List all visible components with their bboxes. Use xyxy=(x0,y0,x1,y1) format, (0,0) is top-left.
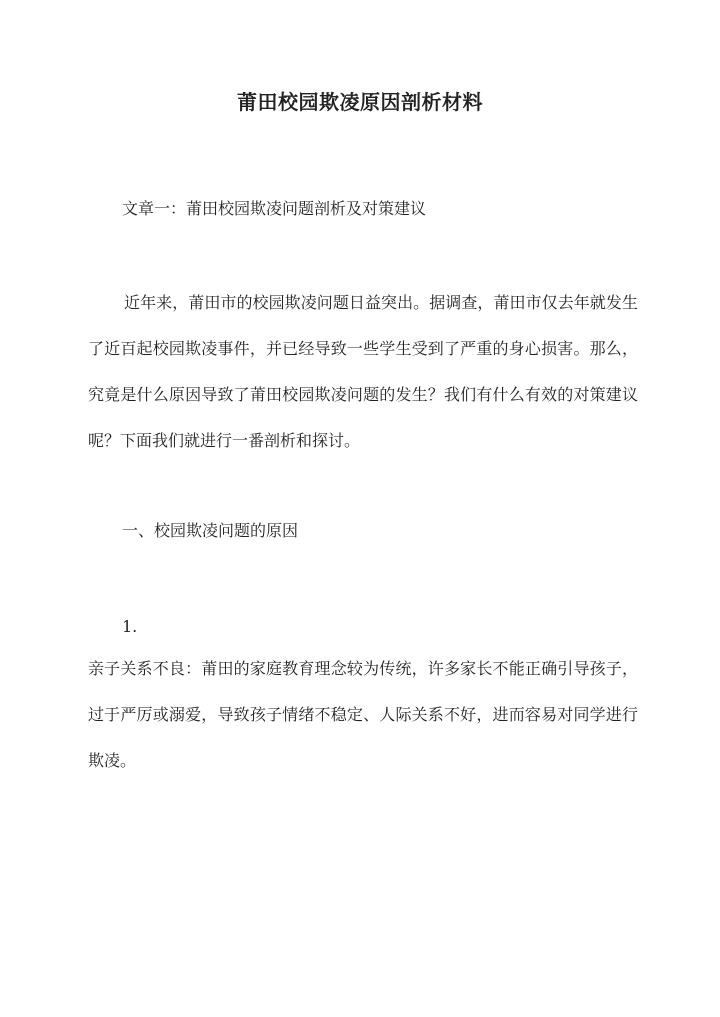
point-paragraph: 亲子关系不良：莆田的家庭教育理念较为传统，许多家长不能正确引导孩子，过于严厉或溺爱，导致孩子情绪不稳定、人际关系不好，进而容易对同学进行欺凌。 xyxy=(88,659,638,770)
intro-paragraph: 近年来，莆田市的校园欺凌问题日益突出。据调查，莆田市仅去年就发生了近百起校园欺凌事件，并已经导致一些学生受到了严重的身心损害。那么，究竟是什么原因导致了莆田校园欺凌问题的发生？我们有什么有效的对策建议呢？下面我们就进行一番剖析和探讨。 xyxy=(88,293,638,450)
point-number: 1. xyxy=(122,617,138,636)
article-subtitle: 文章一：莆田校园欺凌问题剖析及对策建议 xyxy=(122,199,427,218)
section-heading: 一、校园欺凌问题的原因 xyxy=(122,521,299,540)
document-title: 莆田校园欺凌原因剖析材料 xyxy=(237,90,483,114)
